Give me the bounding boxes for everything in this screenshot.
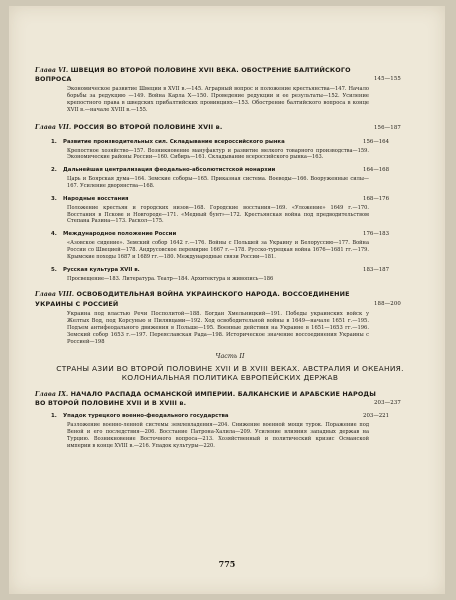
- section-pages: 156—164: [363, 138, 389, 145]
- chapter-9-title: НАЧАЛО РАСПАДА ОСМАНСКОЙ ИМПЕРИИ. БАЛКАНСКИЕ И АРАБСКИЕ НАРОДЫ ВО ВТОРОЙ ПОЛОВИНЕ XVII И В XVIII в.: [35, 389, 377, 407]
- part-2-label: Часть II: [215, 351, 245, 360]
- section-number: 1.: [51, 413, 57, 420]
- section-7-1: [51, 138, 389, 146]
- chapter-6-description: Экономическое развитие Швеции в XVII в.—145. Аграрный вопрос и положение крестьянства—147. Начало борьбы за редукцию —149. Война Карла X—150. Проведение редукции и ее результаты—152. Усиление крепостного права в шведских прибалтийских провинциях—153. Обострение балтийского вопроса в конце XVII в.—начале XVIII в.—155.: [67, 86, 369, 114]
- section-7-4: [51, 231, 389, 238]
- section-7-5-description: Просвещение—183. Литература. Театр—184. Архитектура и живопись—186: [67, 275, 274, 282]
- chapter-7-label: Глава VII.: [35, 124, 72, 132]
- section-7-3-description: Положение крестьян и городских низов—168. Городские восстания—169. «Уложение» 1649 г.—170. Восстания в Пскове и Новгороде—171. «Медный бунт»—172. Крестьянская война под предводительством Степана Разина—173. Раскол—175.: [67, 204, 369, 225]
- chapter-7-pages: 156—187: [373, 125, 401, 132]
- section-9-1: [51, 413, 389, 420]
- chapter-9-label: Глава IX.: [35, 390, 69, 398]
- section-7-3: [51, 195, 389, 203]
- chapter-6-pages: 145—155: [373, 76, 401, 83]
- section-pages: 203—221: [363, 413, 389, 420]
- chapter-8-description: Украина под властью Речи Посполитой—188. Богдан Хмельницкий—191. Победы украинских войск у Желтых Вод, под Корсунью и Пилявцами—192. Ход освободительной войны в 1649—начале 1651 г.—195. Подъем антифеодального движения в Польше—195. Военные действия на Украине в 1651—1653 гг.—196. Земский собор 1653 г.—197. Переяславская Рада—198. Историческое значение воссоединения Украины с Россией—198: [67, 310, 369, 345]
- chapter-7-heading: [35, 123, 401, 132]
- section-pages: 183—187: [363, 266, 389, 273]
- section-7-4-description: «Азовское сидение». Земский собор 1642 г.—176. Войны с Польшей за Украину и Белоруссию—177. Война России со Швецией—178. Андрусовское перемирие 1667 г.—178. Русско-турецкая война 1676—1681 гг.—179. Крымские походы 1687 и 1689 гг.—180. Международные связи России—181.: [67, 240, 369, 260]
- section-title: Развитие производительных сил. Складывание всероссийского рынка: [63, 138, 285, 145]
- section-number: 2.: [51, 167, 57, 174]
- section-7-2: [51, 167, 389, 174]
- table-of-contents: [35, 66, 404, 449]
- section-pages: 168—176: [363, 195, 389, 202]
- section-title: Русская культура XVII в.: [63, 266, 140, 273]
- book-page: [9, 6, 445, 594]
- section-title: Дальнейшая централизация феодально-абсолютистской монархии: [63, 167, 276, 174]
- chapter-9-heading: [35, 389, 401, 407]
- section-number: 4.: [51, 231, 57, 238]
- section-title: Международное положение России: [63, 231, 177, 238]
- chapter-7-title: РОССИЯ ВО ВТОРОЙ ПОЛОВИНЕ XVII в.: [73, 123, 223, 132]
- chapter-8-heading: [35, 290, 401, 308]
- chapter-6-heading: [35, 66, 401, 84]
- chapter-8-title: ОСВОБОДИТЕЛЬНАЯ ВОЙНА УКРАИНСКОГО НАРОДА. ВОССОЕДИНЕНИЕ УКРАИНЫ С РОССИЕЙ: [35, 290, 350, 308]
- section-number: 3.: [51, 195, 57, 202]
- section-number: 1.: [51, 138, 57, 145]
- chapter-9-pages: 203—237: [373, 399, 401, 406]
- section-number: 5.: [51, 266, 57, 273]
- section-9-1-description: Разложение военно-ленной системы землевладения—204. Снижение военной мощи турок. Поражение под Веной и его последствия—206. Восстание Патрона-Халила—209. Усиление влияния западных держав на Турцию. Возникновение Восточного вопроса—213. Хозяйственный и политический кризис Османской империи в конце XVIII в.—216. Упадок культуры—220.: [67, 422, 369, 449]
- section-pages: 176—183: [363, 231, 389, 238]
- chapter-6-label: Глава VI.: [35, 67, 69, 74]
- section-title: Народные восстания: [63, 195, 129, 202]
- section-title: Упадок турецкого военно-феодального государства: [63, 413, 229, 420]
- chapter-6-title: ШВЕЦИЯ ВО ВТОРОЙ ПОЛОВИНЕ XVII ВЕКА. ОБОСТРЕНИЕ БАЛТИЙСКОГО ВОПРОСА: [35, 66, 351, 84]
- page-number: 775: [218, 559, 236, 569]
- section-7-5: [51, 266, 389, 274]
- section-pages: 164—168: [363, 167, 389, 174]
- part-2-title: СТРАНЫ АЗИИ ВО ВТОРОЙ ПОЛОВИНЕ XVII И В XVIII ВЕКАХ. АВСТРАЛИЯ И ОКЕАНИЯ. КОЛОНИАЛЬНАЯ ПОЛИТИКА ЕВРОПЕЙСКИХ ДЕРЖАВ: [56, 363, 404, 382]
- section-7-1-description: Крепостное хозяйство—157. Возникновение мануфактур и развитие мелкого товарного производства—159. Экономические районы России—160. Сибирь—161. Складывание всероссийского рынка—163.: [67, 147, 369, 161]
- chapter-8-label: Глава VIII.: [35, 291, 75, 299]
- chapter-8-pages: 188—200: [373, 300, 401, 307]
- section-7-2-description: Царь и Боярская дума—164. Земские соборы—165. Приказная система. Воеводы—166. Вооруженные силы—167. Усиление дворянства—168.: [67, 176, 369, 189]
